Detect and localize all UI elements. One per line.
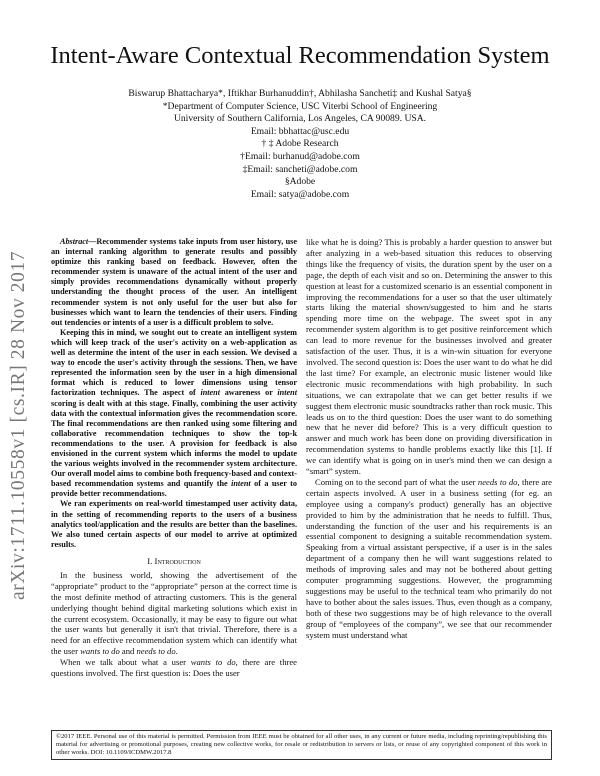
intro-p2 [51,657,297,679]
affiliation-usc-address: University of Southern California, Los Angeles, CA 90089. USA. [173,113,427,125]
intro-p1 [51,570,297,657]
author-names: Biswarup Bhattacharya*, Iftikhar Burhanuddin†, Abhilasha Sancheti‡ and Kushal Satya§ [128,88,472,99]
abstract-p3: We ran experiments on real-world timestamped user activity data, in the setting of recommending reports to the users of a business analytics tool/application and the results are better than the baselines. We also tuned certain aspects of our model to arrive at optimized results. [51,499,297,549]
abstract-label: Abstract [60,237,89,246]
email-usc: Email: bbhattac@usc.edu [250,125,350,137]
email-satya: Email: satya@adobe.com [250,188,350,200]
abstract-p2-text-c: scoring is dealt with at this stage. Finally, combining the user activity data with the contextual information gives the recommendation score. The final recommendations are then ranked using some filtering and collaborative recommendation techniques to show the top-k recommendations to the user. A provision for feedback is also envisioned in the current system which informs the model to update the various weights involved in the recommender system architecture. Our overall model aims to combine both frequency-based and context-based recommendation systems and quantify the [51,398,297,489]
email-burhanud: †Email: burhanud@adobe.com [240,150,360,162]
affiliation-usc: *Department of Computer Science, USC Viterbi School of Engineering [162,100,438,112]
abstract-intent-2: intent [277,388,297,398]
right-p2-text-a: Coming on to the second part of what the user [315,476,478,487]
affiliation-adobe-research: † ‡ Adobe Research [261,138,339,150]
right-p1: like what he is doing? This is probably a harder question to answer but after analyzing in a web-based situation this reduces to observing things like the frequency of visits, the duration spent by the user on a page, the depth of each visit and so on. Determining the answer to this question at least for a customized scenario is an essential component in improving the recommendations for a user so that the user ultimately starts liking the material shown/suggested to him and he starts spending more time on the webpage. The sweet spot in any recommender system algorithm is to get positive reinforcement which can lead to more revenue for the businesses involved and greater satisfaction of the user. Thus, it is a win-win situation for everyone involved. The second question is: Does the user want to do what he did the last time? For example, an electronic music listener would like electronic music recommendations with high probability. In such situations, we can extrapolate that we can get better results if we suggest them electronic music soundtracks rather than rock music. This leads us on to the third question: Does the user want to do something new that he never did before? This is a very difficult question to answer and much work has been done on providing diversification in recommendation systems to handle problems exactly like this [1]. If we can identify what is going on in user's mind then we can design a “smart” system. [306,237,552,477]
email-sancheti: ‡Email: sancheti@adobe.com [242,163,358,175]
right-column [306,237,552,641]
intro-needs-to-do: needs to do [136,646,176,657]
intro-p2-text-a: When we talk about what a user [60,657,191,668]
left-column [51,237,297,679]
arxiv-watermark: arXiv:1711.10558v1 [cs.IR] 28 Nov 2017 [8,250,29,600]
intro-p1-text: In the business world, showing the advertisement of the “appropriate” product to the “appropriate” person at the correct time is the most definite method of attracting customers. This is the general underlying thought behind digital marketing solutions which exist in the current ecosystem. Occasionally, it may be easy to figure out what the user wants but generally it isn't that trivial. Therefore, there is a need for an effective recommendation system which can identify what the user [51,569,297,657]
intro-p2-wants-to-do: wants to do [190,657,236,668]
abstract-p2 [51,328,297,500]
intro-p2-text-b: , there are three questions involved. The first question is: Does the user [51,657,297,679]
abstract-intent-3: intent [231,479,251,489]
right-needs-to-do: needs to do [477,476,518,487]
paper-title: Intent-Aware Contextual Recommendation System [50,42,550,69]
abstract-intent-1: intent [200,388,221,398]
abstract-p2-text-d: of a user to provide better recommendations. [51,479,297,499]
affiliation-adobe: §Adobe [284,176,316,188]
abstract-p2-text-a: Keeping this in mind, we sought out to create an intelligent system which will keep track of the user's activity on a web-application as well as determine the intent of the user in each session. We devised a way to encode the user's activity through the sessions. Then, we have represented the information seen by the user in a high dimensional format which is reduced to lower dimensions using tensor factorization techniques. The aspect of [51,327,297,398]
author-block [0,88,600,201]
intro-p1-end: . [175,646,178,657]
abstract [51,237,297,550]
section-heading-introduction: I. Introduction [147,555,201,566]
intro-and: and [119,646,137,657]
abstract-p1-text: —Recommender systems take inputs from user history, use an internal ranking algorithm to generate results and possibly optimize this ranking based on feedback. However, often the recommender system is unaware of the actual intent of the user and simply provides recommendations dynamically without properly understanding the thought process of the user. An intelligent recommender system is not only useful for the user but also for businesses which want to learn the tendencies of their users. Finding out tendencies or intents of a user is a difficult problem to solve. [51,237,297,327]
copyright-footer: ©2017 IEEE. Personal use of this material is permitted. Permission from IEEE must be obtained for all other uses, in any current or future media, including reprinting/republishing this material for advertising or promotional purposes, creating new collective works, for resale or redistribution to servers or lists, or reuse of any copyrighted component of this work in other works. DOI: 10.1109/ICDMW.2017.8 [51,730,552,760]
abstract-p1 [51,237,297,328]
right-p2-text-b: , there are certain aspects involved. A user in a business setting (for eg. an employee using a company's product) generally has an objective provided to him by the administration that he needs to fulfill. Thus, understanding the function of the user and his requirements is an essential component to designing a suitable recommendation system. Speaking from a virtual assistant perspective, if a user is in the sales department of a company then he will want suggestions related to methods of improving sales and may not be bothered about getting computer programming suggestions. However, the programming suggestions may be useful to the technical team who primarily do not have to bother about the sales issues. Thus, even though as a company, both of these two suggestions may be of high relevance to the overall group of “employees of the company”, we see that our recommender system must understand what [306,476,552,640]
right-p2 [306,477,552,641]
intro-wants-to-do: wants to do [80,646,120,657]
abstract-p2-text-b: awareness or [220,388,278,398]
